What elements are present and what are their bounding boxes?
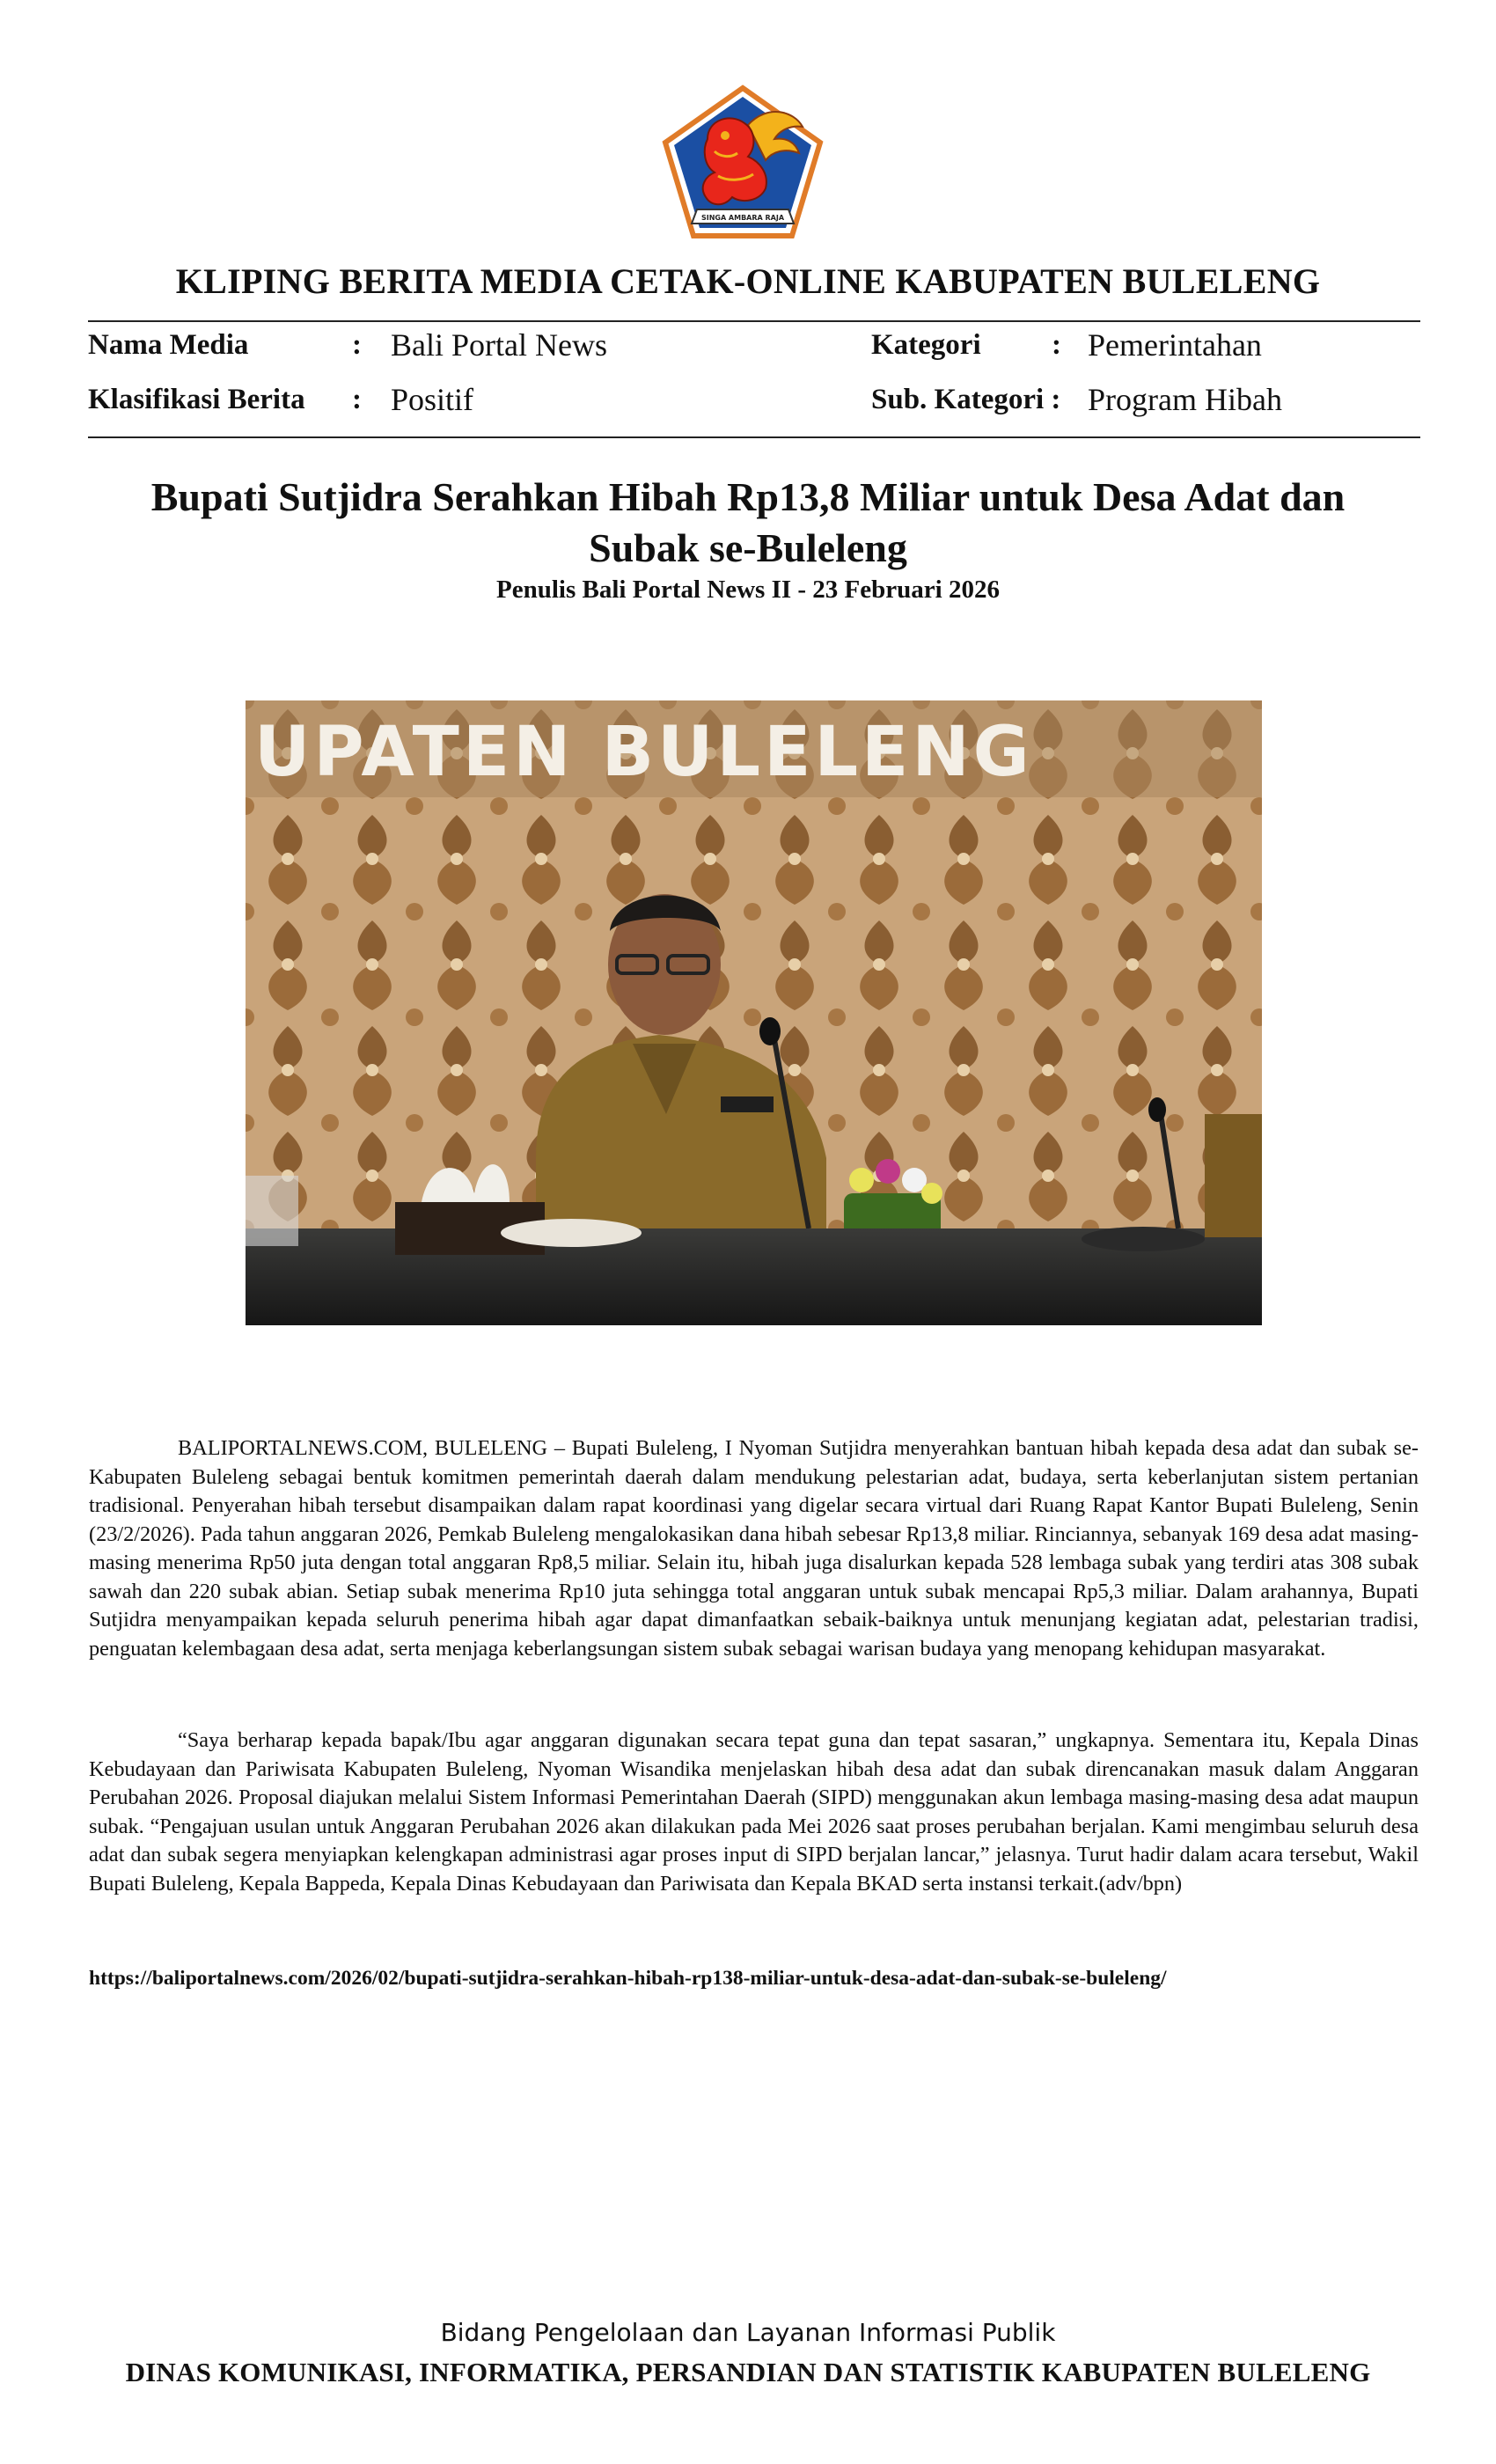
pentagon-crest-icon (662, 84, 824, 239)
nama-media-value: Bali Portal News (391, 327, 607, 363)
subkategori-value: Program Hibah (1088, 382, 1282, 417)
photo-sign-text: UPATEN BULELENG (254, 713, 1033, 792)
klasifikasi-value: Positif (391, 382, 474, 417)
article-paragraph-1 (89, 1434, 1419, 1663)
document-header-title: KLIPING BERITA MEDIA CETAK-ONLINE KABUPATEN BULELENG (175, 261, 1321, 301)
kategori-value: Pemerintahan (1088, 327, 1262, 363)
buleleng-logo (662, 84, 824, 239)
klasifikasi-colon: : (352, 384, 362, 415)
header-divider-bottom (88, 436, 1420, 438)
article-paragraph-2 (89, 1727, 1419, 1898)
logo-motto: SINGA AMBARA RAJA (700, 214, 785, 222)
footer-division: Bidang Pengelolaan dan Layanan Informasi Publik (440, 2318, 1056, 2347)
klasifikasi-label: Klasifikasi Berita (88, 384, 305, 415)
article-byline: Penulis Bali Portal News II - 23 Februari 2026 (496, 576, 1000, 604)
paragraph-text: BALIPORTALNEWS.COM, BULELENG – Bupati Buleleng, I Nyoman Sutjidra menyerahkan bantuan hibah kepada desa adat dan subak se-Kabupaten Buleleng sebagai bentuk komitmen pemerintah daerah dalam mendukung pelestarian adat, budaya, serta keberlanjutan sistem pertanian tradisional. Penyerahan hibah tersebut disampaikan dalam rapat koordinasi yang digelar secara virtual dari Ruang Rapat Kantor Bupati Buleleng, Senin (23/2/2026). Pada tahun anggaran 2026, Pemkab Buleleng mengalokasikan dana hibah sebesar Rp13,8 miliar. Rinciannya, sebanyak 169 desa adat masing-masing menerima Rp50 juta dengan total anggaran Rp8,5 miliar. Selain itu, hibah juga disalurkan kepada 528 lembaga subak yang terdiri atas 308 subak sawah dan 220 subak abian. Setiap subak menerima Rp10 juta sehingga total anggaran untuk subak mencapai Rp5,3 miliar. Dalam arahannya, Bupati Sutjidra menyampaikan kepada seluruh penerima hibah agar dapat dimanfaatkan sebaik-baiknya untuk menunjang kegiatan adat, pelestarian tradisi, penguatan kelembagaan desa adat, serta menjaga keberlangsungan sistem subak sebagai warisan budaya yang menopang kehidupan masyarakat. (89, 1436, 1419, 1661)
header-divider-top (88, 320, 1420, 322)
paragraph-text: “Saya berharap kepada bapak/Ibu agar anggaran digunakan secara tepat guna dan tepat sasaran,” ungkapnya. Sementara itu, Kepala Dinas Kebudayaan dan Pariwisata Kabupaten Buleleng, Nyoman Wisandika menjelaskan hibah desa adat dan subak direncanakan masuk dalam Anggaran Perubahan 2026. Proposal diajukan melalui Sistem Informasi Pemerintahan Daerah (SIPD) menggunakan akun lembaga masing-masing desa adat maupun subak. “Pengajuan usulan untuk Anggaran Perubahan 2026 akan dilakukan pada Mei 2026 saat proses perubahan berjalan. Kami mengimbau seluruh desa adat dan subak segera menyiapkan kelengkapan administrasi agar proses input di SIPD berjalan lancar,” jelasnya. Turut hadir dalam acara tersebut, Wakil Bupati Buleleng, Kepala Bappeda, Kepala Dinas Kebudayaan dan Pariwisata dan Kepala BKAD serta instansi terkait.(adv/bpn) (89, 1728, 1419, 1896)
subkategori-label: Sub. Kategori : (871, 384, 1061, 415)
article-headline: Bupati Sutjidra Serahkan Hibah Rp13,8 Miliar untuk Desa Adat dan Subak se-Buleleng (150, 474, 1346, 570)
kategori-colon: : (1052, 329, 1061, 361)
source-url-link[interactable]: https://baliportalnews.com/2026/02/bupati-sutjidra-serahkan-hibah-rp138-miliar-untuk-desa-adat-dan-subak-se-buleleng/ (89, 1967, 1167, 1990)
nama-media-colon: : (352, 329, 362, 361)
nama-media-label: Nama Media (88, 329, 249, 361)
article-photo (246, 700, 1262, 1325)
kategori-label: Kategori (871, 329, 981, 361)
footer-agency: DINAS KOMUNIKASI, INFORMATIKA, PERSANDIAN DAN STATISTIK KABUPATEN BULELENG (125, 2357, 1371, 2387)
